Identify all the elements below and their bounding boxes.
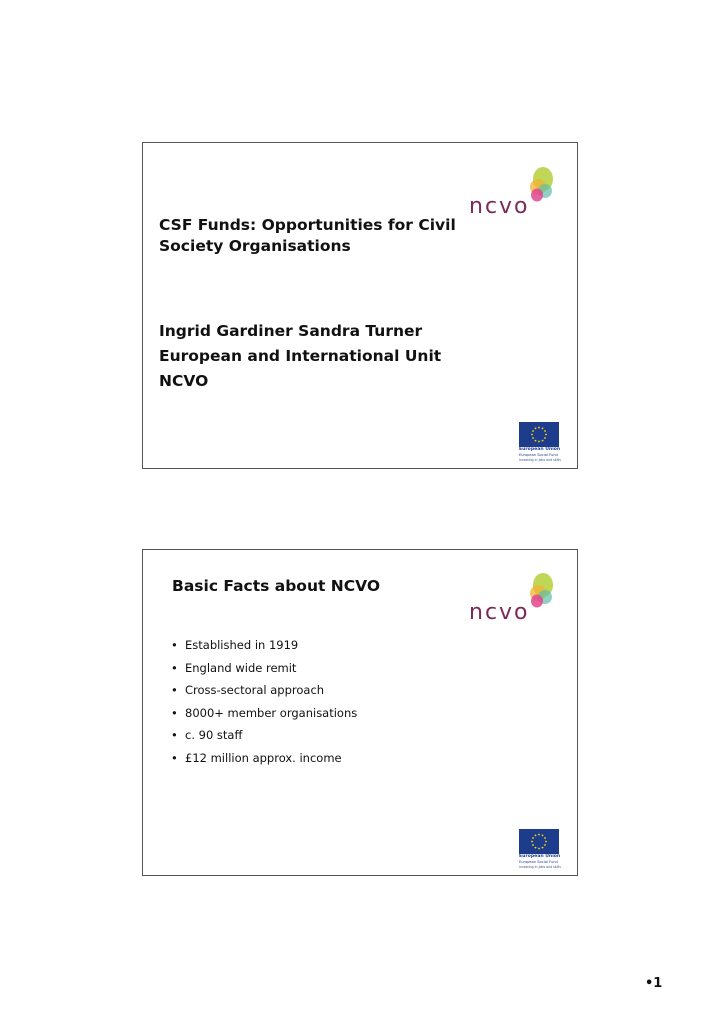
svg-text:ncvo: ncvo <box>469 194 530 219</box>
eu-badge <box>519 829 559 867</box>
ncvo-logo <box>465 563 561 627</box>
facts-list <box>171 634 357 770</box>
eu-flag-icon <box>519 829 559 854</box>
organisation-line: NCVO <box>159 372 209 390</box>
list-item: • £12 million approx. income <box>171 747 357 770</box>
eu-badge-title: European Union <box>519 854 561 859</box>
page-number: •1 <box>645 976 663 991</box>
list-item: • c. 90 staff <box>171 724 357 747</box>
ncvo-logo <box>465 157 561 221</box>
list-item: • Cross-sectoral approach <box>171 679 357 702</box>
list-item: • Established in 1919 <box>171 634 357 657</box>
eu-badge <box>519 422 559 460</box>
eu-badge-tagline: Investing in jobs and skills <box>519 865 561 869</box>
list-item: • 8000+ member organisations <box>171 702 357 725</box>
slide-1-authors <box>159 319 489 394</box>
eu-badge-fund: European Social Fund <box>519 453 558 457</box>
slide-1 <box>142 142 578 469</box>
slide-2 <box>142 549 578 876</box>
slide-1-title: CSF Funds: Opportunities for Civil Society Organisations <box>159 216 456 255</box>
unit-line: European and International Unit <box>159 347 442 365</box>
svg-text:ncvo: ncvo <box>469 600 530 625</box>
slide-2-title: Basic Facts about NCVO <box>172 577 381 595</box>
eu-badge-fund: European Social Fund <box>519 860 558 864</box>
eu-badge-tagline: Investing in jobs and skills <box>519 458 561 462</box>
author-line: Ingrid Gardiner Sandra Turner <box>159 322 423 340</box>
eu-flag-icon <box>519 422 559 447</box>
list-item: • England wide remit <box>171 657 357 680</box>
eu-badge-title: European Union <box>519 447 561 452</box>
